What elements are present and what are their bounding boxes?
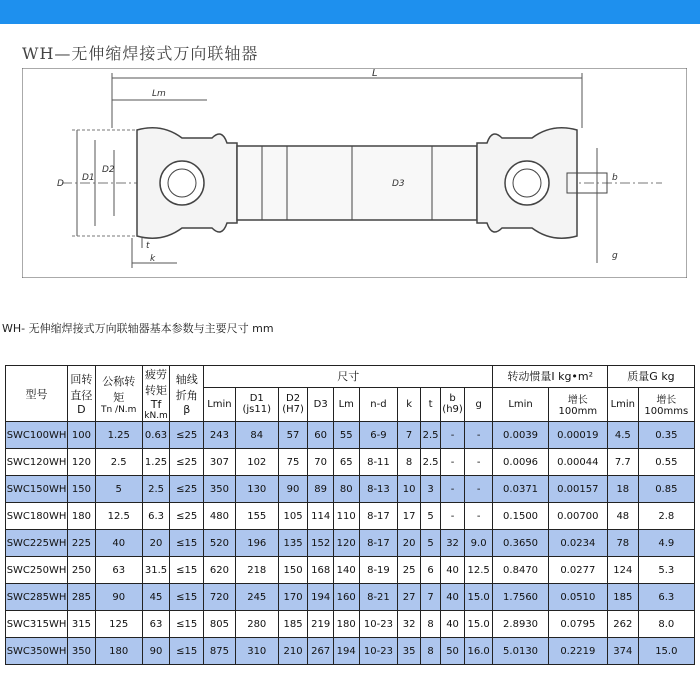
value-cell: 7.7 bbox=[607, 449, 638, 476]
value-cell: 267 bbox=[308, 638, 334, 665]
value-cell: 2.8930 bbox=[493, 611, 548, 638]
model-cell: SWC315WH bbox=[6, 611, 68, 638]
label-D3: D3 bbox=[392, 179, 405, 189]
value-cell: 152 bbox=[308, 530, 334, 557]
value-cell: 5.3 bbox=[638, 557, 694, 584]
value-cell: 40 bbox=[441, 584, 465, 611]
value-cell: 1.7560 bbox=[493, 584, 548, 611]
value-cell: 168 bbox=[308, 557, 334, 584]
value-cell: 9.0 bbox=[464, 530, 493, 557]
value-cell: 105 bbox=[278, 503, 308, 530]
table-caption: WH- 无伸缩焊接式万向联轴器基本参数与主要尺寸 mm bbox=[2, 322, 274, 335]
coupling-drawing bbox=[22, 68, 687, 278]
value-cell: 2.5 bbox=[420, 422, 440, 449]
sub-d3: D3 bbox=[308, 387, 334, 421]
header-model: 型号 bbox=[6, 366, 68, 422]
value-cell: 280 bbox=[235, 611, 278, 638]
value-cell: 196 bbox=[235, 530, 278, 557]
label-D1: D1 bbox=[82, 173, 95, 183]
label-L: L bbox=[372, 68, 378, 79]
value-cell: 100 bbox=[68, 422, 96, 449]
value-cell: 0.0510 bbox=[548, 584, 607, 611]
value-cell: 65 bbox=[333, 449, 359, 476]
value-cell: 0.0795 bbox=[548, 611, 607, 638]
model-cell: SWC100WH bbox=[6, 422, 68, 449]
value-cell: ≤15 bbox=[170, 557, 204, 584]
value-cell: 7 bbox=[420, 584, 440, 611]
value-cell: 40 bbox=[95, 530, 142, 557]
value-cell: 6-9 bbox=[359, 422, 398, 449]
value-cell: 0.55 bbox=[638, 449, 694, 476]
value-cell: 0.2219 bbox=[548, 638, 607, 665]
value-cell: 15.0 bbox=[638, 638, 694, 665]
header-size: 尺寸 bbox=[204, 366, 493, 388]
value-cell: 185 bbox=[278, 611, 308, 638]
value-cell: - bbox=[441, 422, 465, 449]
sub-nd: n-d bbox=[359, 387, 398, 421]
value-cell: 84 bbox=[235, 422, 278, 449]
label-t: t bbox=[146, 241, 150, 251]
value-cell: 18 bbox=[607, 476, 638, 503]
value-cell: - bbox=[441, 503, 465, 530]
value-cell: 150 bbox=[68, 476, 96, 503]
value-cell: 5 bbox=[420, 530, 440, 557]
value-cell: 0.0234 bbox=[548, 530, 607, 557]
sub-i-inc: 增长 100mm bbox=[548, 387, 607, 421]
value-cell: 124 bbox=[607, 557, 638, 584]
value-cell: 245 bbox=[235, 584, 278, 611]
value-cell: 40 bbox=[441, 557, 465, 584]
value-cell: 90 bbox=[278, 476, 308, 503]
value-cell: 10-23 bbox=[359, 638, 398, 665]
label-k: k bbox=[150, 254, 156, 264]
value-cell: 520 bbox=[204, 530, 236, 557]
sub-d2: D2 (H7) bbox=[278, 387, 308, 421]
value-cell: 2.5 bbox=[420, 449, 440, 476]
value-cell: 310 bbox=[235, 638, 278, 665]
header-fatigue: 疲劳 转矩 Tf kN.m bbox=[142, 366, 170, 422]
table-row bbox=[6, 449, 695, 476]
value-cell: 125 bbox=[95, 611, 142, 638]
value-cell: 180 bbox=[333, 611, 359, 638]
value-cell: 160 bbox=[333, 584, 359, 611]
top-banner bbox=[0, 0, 700, 24]
value-cell: 40 bbox=[441, 611, 465, 638]
value-cell: 620 bbox=[204, 557, 236, 584]
label-g: g bbox=[612, 251, 618, 261]
value-cell: 8.0 bbox=[638, 611, 694, 638]
value-cell: 1.25 bbox=[142, 449, 170, 476]
label-b: b bbox=[612, 173, 618, 183]
value-cell: 70 bbox=[308, 449, 334, 476]
sub-i-lmin: Lmin bbox=[493, 387, 548, 421]
value-cell: 6.3 bbox=[638, 584, 694, 611]
header-mass: 质量G kg bbox=[607, 366, 694, 388]
value-cell: 0.8470 bbox=[493, 557, 548, 584]
value-cell: 35 bbox=[398, 638, 420, 665]
value-cell: 31.5 bbox=[142, 557, 170, 584]
value-cell: 0.35 bbox=[638, 422, 694, 449]
value-cell: - bbox=[464, 503, 493, 530]
value-cell: 5 bbox=[420, 503, 440, 530]
value-cell: 17 bbox=[398, 503, 420, 530]
value-cell: 210 bbox=[278, 638, 308, 665]
value-cell: 10 bbox=[398, 476, 420, 503]
value-cell: 225 bbox=[68, 530, 96, 557]
header-torque: 公称转 矩 Tn /N.m bbox=[95, 366, 142, 422]
value-cell: 15.0 bbox=[464, 584, 493, 611]
value-cell: 185 bbox=[607, 584, 638, 611]
value-cell: 120 bbox=[68, 449, 96, 476]
value-cell: 8-11 bbox=[359, 449, 398, 476]
value-cell: 135 bbox=[278, 530, 308, 557]
value-cell: 180 bbox=[95, 638, 142, 665]
value-cell: 45 bbox=[142, 584, 170, 611]
label-D: D bbox=[57, 179, 64, 189]
value-cell: 8-17 bbox=[359, 530, 398, 557]
table-body bbox=[6, 422, 695, 665]
value-cell: 120 bbox=[333, 530, 359, 557]
value-cell: 130 bbox=[235, 476, 278, 503]
value-cell: 89 bbox=[308, 476, 334, 503]
table-row bbox=[6, 530, 695, 557]
value-cell: 194 bbox=[333, 638, 359, 665]
sub-t: t bbox=[420, 387, 440, 421]
sub-m-inc: 增长 100mms bbox=[638, 387, 694, 421]
value-cell: - bbox=[441, 476, 465, 503]
table-row bbox=[6, 611, 695, 638]
value-cell: 8 bbox=[398, 449, 420, 476]
value-cell: 307 bbox=[204, 449, 236, 476]
value-cell: 75 bbox=[278, 449, 308, 476]
value-cell: 0.00700 bbox=[548, 503, 607, 530]
value-cell: ≤15 bbox=[170, 584, 204, 611]
value-cell: 8-21 bbox=[359, 584, 398, 611]
value-cell: ≤15 bbox=[170, 638, 204, 665]
spec-table bbox=[5, 365, 695, 665]
value-cell: 20 bbox=[142, 530, 170, 557]
value-cell: 0.1500 bbox=[493, 503, 548, 530]
value-cell: 0.85 bbox=[638, 476, 694, 503]
value-cell: ≤25 bbox=[170, 422, 204, 449]
value-cell: 0.00157 bbox=[548, 476, 607, 503]
value-cell: 194 bbox=[308, 584, 334, 611]
value-cell: 2.5 bbox=[95, 449, 142, 476]
value-cell: 114 bbox=[308, 503, 334, 530]
header-inertia: 转动惯量I kg•m² bbox=[493, 366, 608, 388]
value-cell: - bbox=[441, 449, 465, 476]
model-cell: SWC350WH bbox=[6, 638, 68, 665]
sub-lm: Lm bbox=[333, 387, 359, 421]
value-cell: 2.8 bbox=[638, 503, 694, 530]
model-cell: SWC180WH bbox=[6, 503, 68, 530]
value-cell: 480 bbox=[204, 503, 236, 530]
sub-b: b (h9) bbox=[441, 387, 465, 421]
value-cell: 250 bbox=[68, 557, 96, 584]
value-cell: 875 bbox=[204, 638, 236, 665]
model-cell: SWC250WH bbox=[6, 557, 68, 584]
value-cell: 57 bbox=[278, 422, 308, 449]
sub-lmin: Lmin bbox=[204, 387, 236, 421]
sub-m-lmin: Lmin bbox=[607, 387, 638, 421]
value-cell: 5.0130 bbox=[493, 638, 548, 665]
value-cell: 0.00044 bbox=[548, 449, 607, 476]
value-cell: 0.3650 bbox=[493, 530, 548, 557]
value-cell: 218 bbox=[235, 557, 278, 584]
value-cell: 63 bbox=[95, 557, 142, 584]
value-cell: 15.0 bbox=[464, 611, 493, 638]
value-cell: 805 bbox=[204, 611, 236, 638]
value-cell: 12.5 bbox=[95, 503, 142, 530]
value-cell: 8-17 bbox=[359, 503, 398, 530]
value-cell: 4.5 bbox=[607, 422, 638, 449]
value-cell: 8-13 bbox=[359, 476, 398, 503]
value-cell: 0.0277 bbox=[548, 557, 607, 584]
value-cell: 0.0371 bbox=[493, 476, 548, 503]
value-cell: 2.5 bbox=[142, 476, 170, 503]
value-cell: 219 bbox=[308, 611, 334, 638]
value-cell: 7 bbox=[398, 422, 420, 449]
table-row bbox=[6, 638, 695, 665]
page-title: WH—无伸缩焊接式万向联轴器 bbox=[22, 44, 259, 63]
value-cell: 6.3 bbox=[142, 503, 170, 530]
value-cell: 4.9 bbox=[638, 530, 694, 557]
value-cell: 60 bbox=[308, 422, 334, 449]
model-cell: SWC225WH bbox=[6, 530, 68, 557]
table-row bbox=[6, 476, 695, 503]
value-cell: 180 bbox=[68, 503, 96, 530]
value-cell: 90 bbox=[95, 584, 142, 611]
value-cell: - bbox=[464, 476, 493, 503]
model-cell: SWC150WH bbox=[6, 476, 68, 503]
value-cell: 243 bbox=[204, 422, 236, 449]
value-cell: 55 bbox=[333, 422, 359, 449]
value-cell: 0.0096 bbox=[493, 449, 548, 476]
value-cell: 102 bbox=[235, 449, 278, 476]
value-cell: - bbox=[464, 449, 493, 476]
table-row bbox=[6, 503, 695, 530]
value-cell: 350 bbox=[68, 638, 96, 665]
value-cell: 48 bbox=[607, 503, 638, 530]
value-cell: 50 bbox=[441, 638, 465, 665]
value-cell: 374 bbox=[607, 638, 638, 665]
value-cell: 63 bbox=[142, 611, 170, 638]
header-diameter: 回转 直径 D bbox=[68, 366, 96, 422]
value-cell: 110 bbox=[333, 503, 359, 530]
value-cell: 720 bbox=[204, 584, 236, 611]
value-cell: ≤15 bbox=[170, 530, 204, 557]
value-cell: 285 bbox=[68, 584, 96, 611]
sub-d1: D1 (js11) bbox=[235, 387, 278, 421]
label-Lm: Lm bbox=[152, 89, 166, 99]
value-cell: 16.0 bbox=[464, 638, 493, 665]
header-angle: 轴线 折角 β bbox=[170, 366, 204, 422]
value-cell: 150 bbox=[278, 557, 308, 584]
value-cell: 10-23 bbox=[359, 611, 398, 638]
value-cell: 32 bbox=[441, 530, 465, 557]
model-cell: SWC285WH bbox=[6, 584, 68, 611]
value-cell: 6 bbox=[420, 557, 440, 584]
value-cell: 5 bbox=[95, 476, 142, 503]
value-cell: 170 bbox=[278, 584, 308, 611]
table-row bbox=[6, 557, 695, 584]
value-cell: 20 bbox=[398, 530, 420, 557]
value-cell: 8-19 bbox=[359, 557, 398, 584]
value-cell: 90 bbox=[142, 638, 170, 665]
value-cell: 0.0039 bbox=[493, 422, 548, 449]
sub-g: g bbox=[464, 387, 493, 421]
value-cell: ≤15 bbox=[170, 611, 204, 638]
value-cell: 32 bbox=[398, 611, 420, 638]
value-cell: 0.00019 bbox=[548, 422, 607, 449]
value-cell: 155 bbox=[235, 503, 278, 530]
value-cell: - bbox=[464, 422, 493, 449]
value-cell: 350 bbox=[204, 476, 236, 503]
value-cell: ≤25 bbox=[170, 449, 204, 476]
model-cell: SWC120WH bbox=[6, 449, 68, 476]
value-cell: 12.5 bbox=[464, 557, 493, 584]
value-cell: 3 bbox=[420, 476, 440, 503]
table-row bbox=[6, 422, 695, 449]
value-cell: 1.25 bbox=[95, 422, 142, 449]
value-cell: 80 bbox=[333, 476, 359, 503]
value-cell: 8 bbox=[420, 611, 440, 638]
value-cell: 8 bbox=[420, 638, 440, 665]
value-cell: 27 bbox=[398, 584, 420, 611]
value-cell: 0.63 bbox=[142, 422, 170, 449]
value-cell: 78 bbox=[607, 530, 638, 557]
value-cell: 140 bbox=[333, 557, 359, 584]
value-cell: 315 bbox=[68, 611, 96, 638]
value-cell: ≤25 bbox=[170, 476, 204, 503]
value-cell: 262 bbox=[607, 611, 638, 638]
table-row bbox=[6, 584, 695, 611]
label-D2: D2 bbox=[102, 165, 115, 175]
value-cell: ≤25 bbox=[170, 503, 204, 530]
sub-k: k bbox=[398, 387, 420, 421]
value-cell: 25 bbox=[398, 557, 420, 584]
